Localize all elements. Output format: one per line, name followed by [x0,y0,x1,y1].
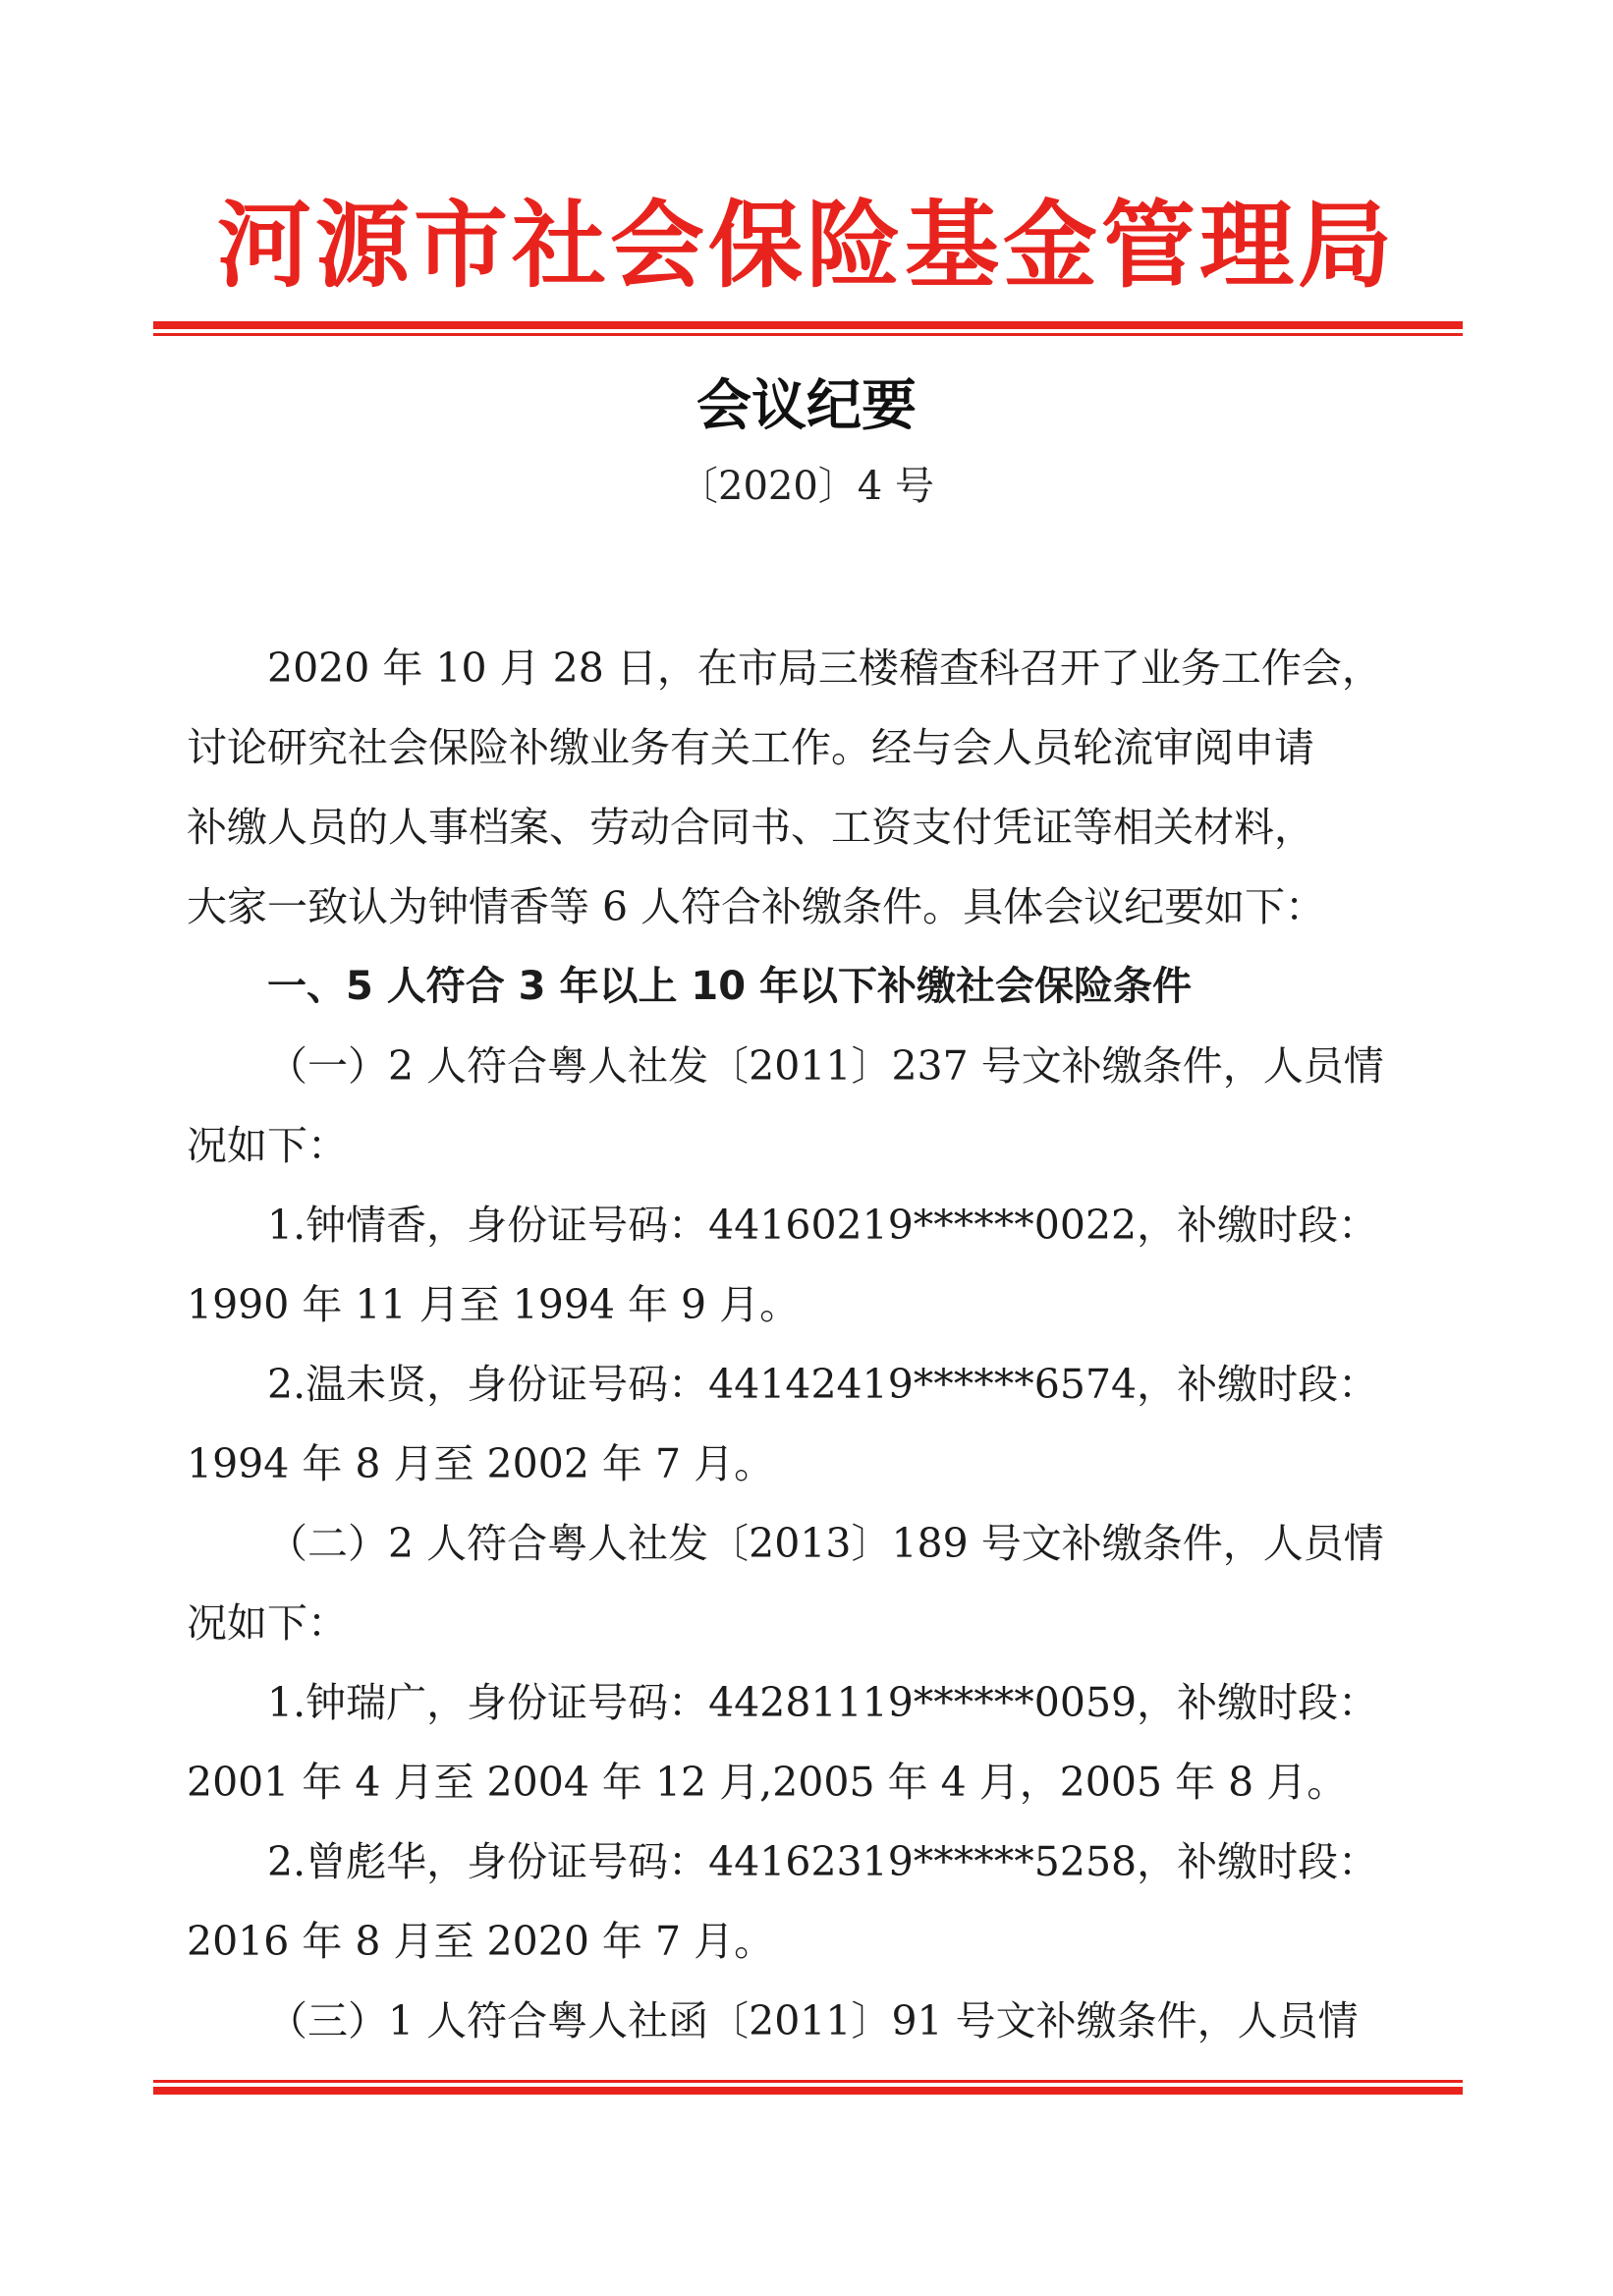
red-rule-thick [153,2087,1463,2095]
sub-1-line-1: （一）2 人符合粤人社发〔2011〕237 号文补缴条件，人员情 [267,1042,1384,1090]
sub-2-item-2-line-2: 2016 年 8 月至 2020 年 7 月。 [187,1918,775,1965]
sub-3-line-1: （三）1 人符合粤人社函〔2011〕91 号文补缴条件，人员情 [267,1997,1359,2044]
footer-red-rule [153,2080,1463,2095]
intro-line-1: 2020 年 10 月 28 日，在市局三楼稽查科召开了业务工作会， [267,644,1382,692]
sub-2-line-2: 况如下： [187,1599,348,1647]
section-1-heading: 一、5 人符合 3 年以上 10 年以下补缴社会保险条件 [267,964,1192,1009]
sub-1-line-2: 况如下： [187,1122,348,1169]
sub-1-item-2-line-2: 1994 年 8 月至 2002 年 7 月。 [187,1440,775,1487]
sub-1-item-2-line-1: 2.温未贤，身份证号码：44142419******6574，补缴时段： [267,1361,1379,1408]
sub-2-item-2-line-1: 2.曾彪华，身份证号码：44162319******5258，补缴时段： [267,1838,1379,1885]
header-red-rule [153,321,1463,336]
intro-line-4: 大家一致认为钟情香等 6 人符合补缴条件。具体会议纪要如下： [187,883,1326,930]
sub-2-line-1: （二）2 人符合粤人社发〔2013〕189 号文补缴条件，人员情 [267,1520,1384,1567]
red-rule-thin [153,333,1463,336]
red-rule-thin [153,2080,1463,2083]
sub-1-item-1-line-1: 1.钟情香，身份证号码：44160219******0022，补缴时段： [267,1202,1379,1249]
sub-2-item-1-line-1: 1.钟瑞广，身份证号码：44281119******0059，补缴时段： [267,1679,1379,1726]
sub-1-item-1-line-2: 1990 年 11 月至 1994 年 9 月。 [187,1281,801,1328]
intro-line-2: 讨论研究社会保险补缴业务有关工作。经与会人员轮流审阅申请 [187,724,1314,771]
red-rule-thick [153,321,1463,329]
sub-2-item-1-line-2: 2001 年 4 月至 2004 年 12 月,2005 年 4 月，2005 年 8 月。 [187,1759,1348,1806]
document-body [187,629,1426,2061]
intro-line-3: 补缴人员的人事档案、劳动合同书、工资支付凭证等相关材料， [187,804,1314,851]
document-number: 〔2020〕4 号 [679,464,934,509]
document-title: 会议纪要 [696,374,917,438]
organization-header: 河源市社会保险基金管理局 [217,191,1396,301]
